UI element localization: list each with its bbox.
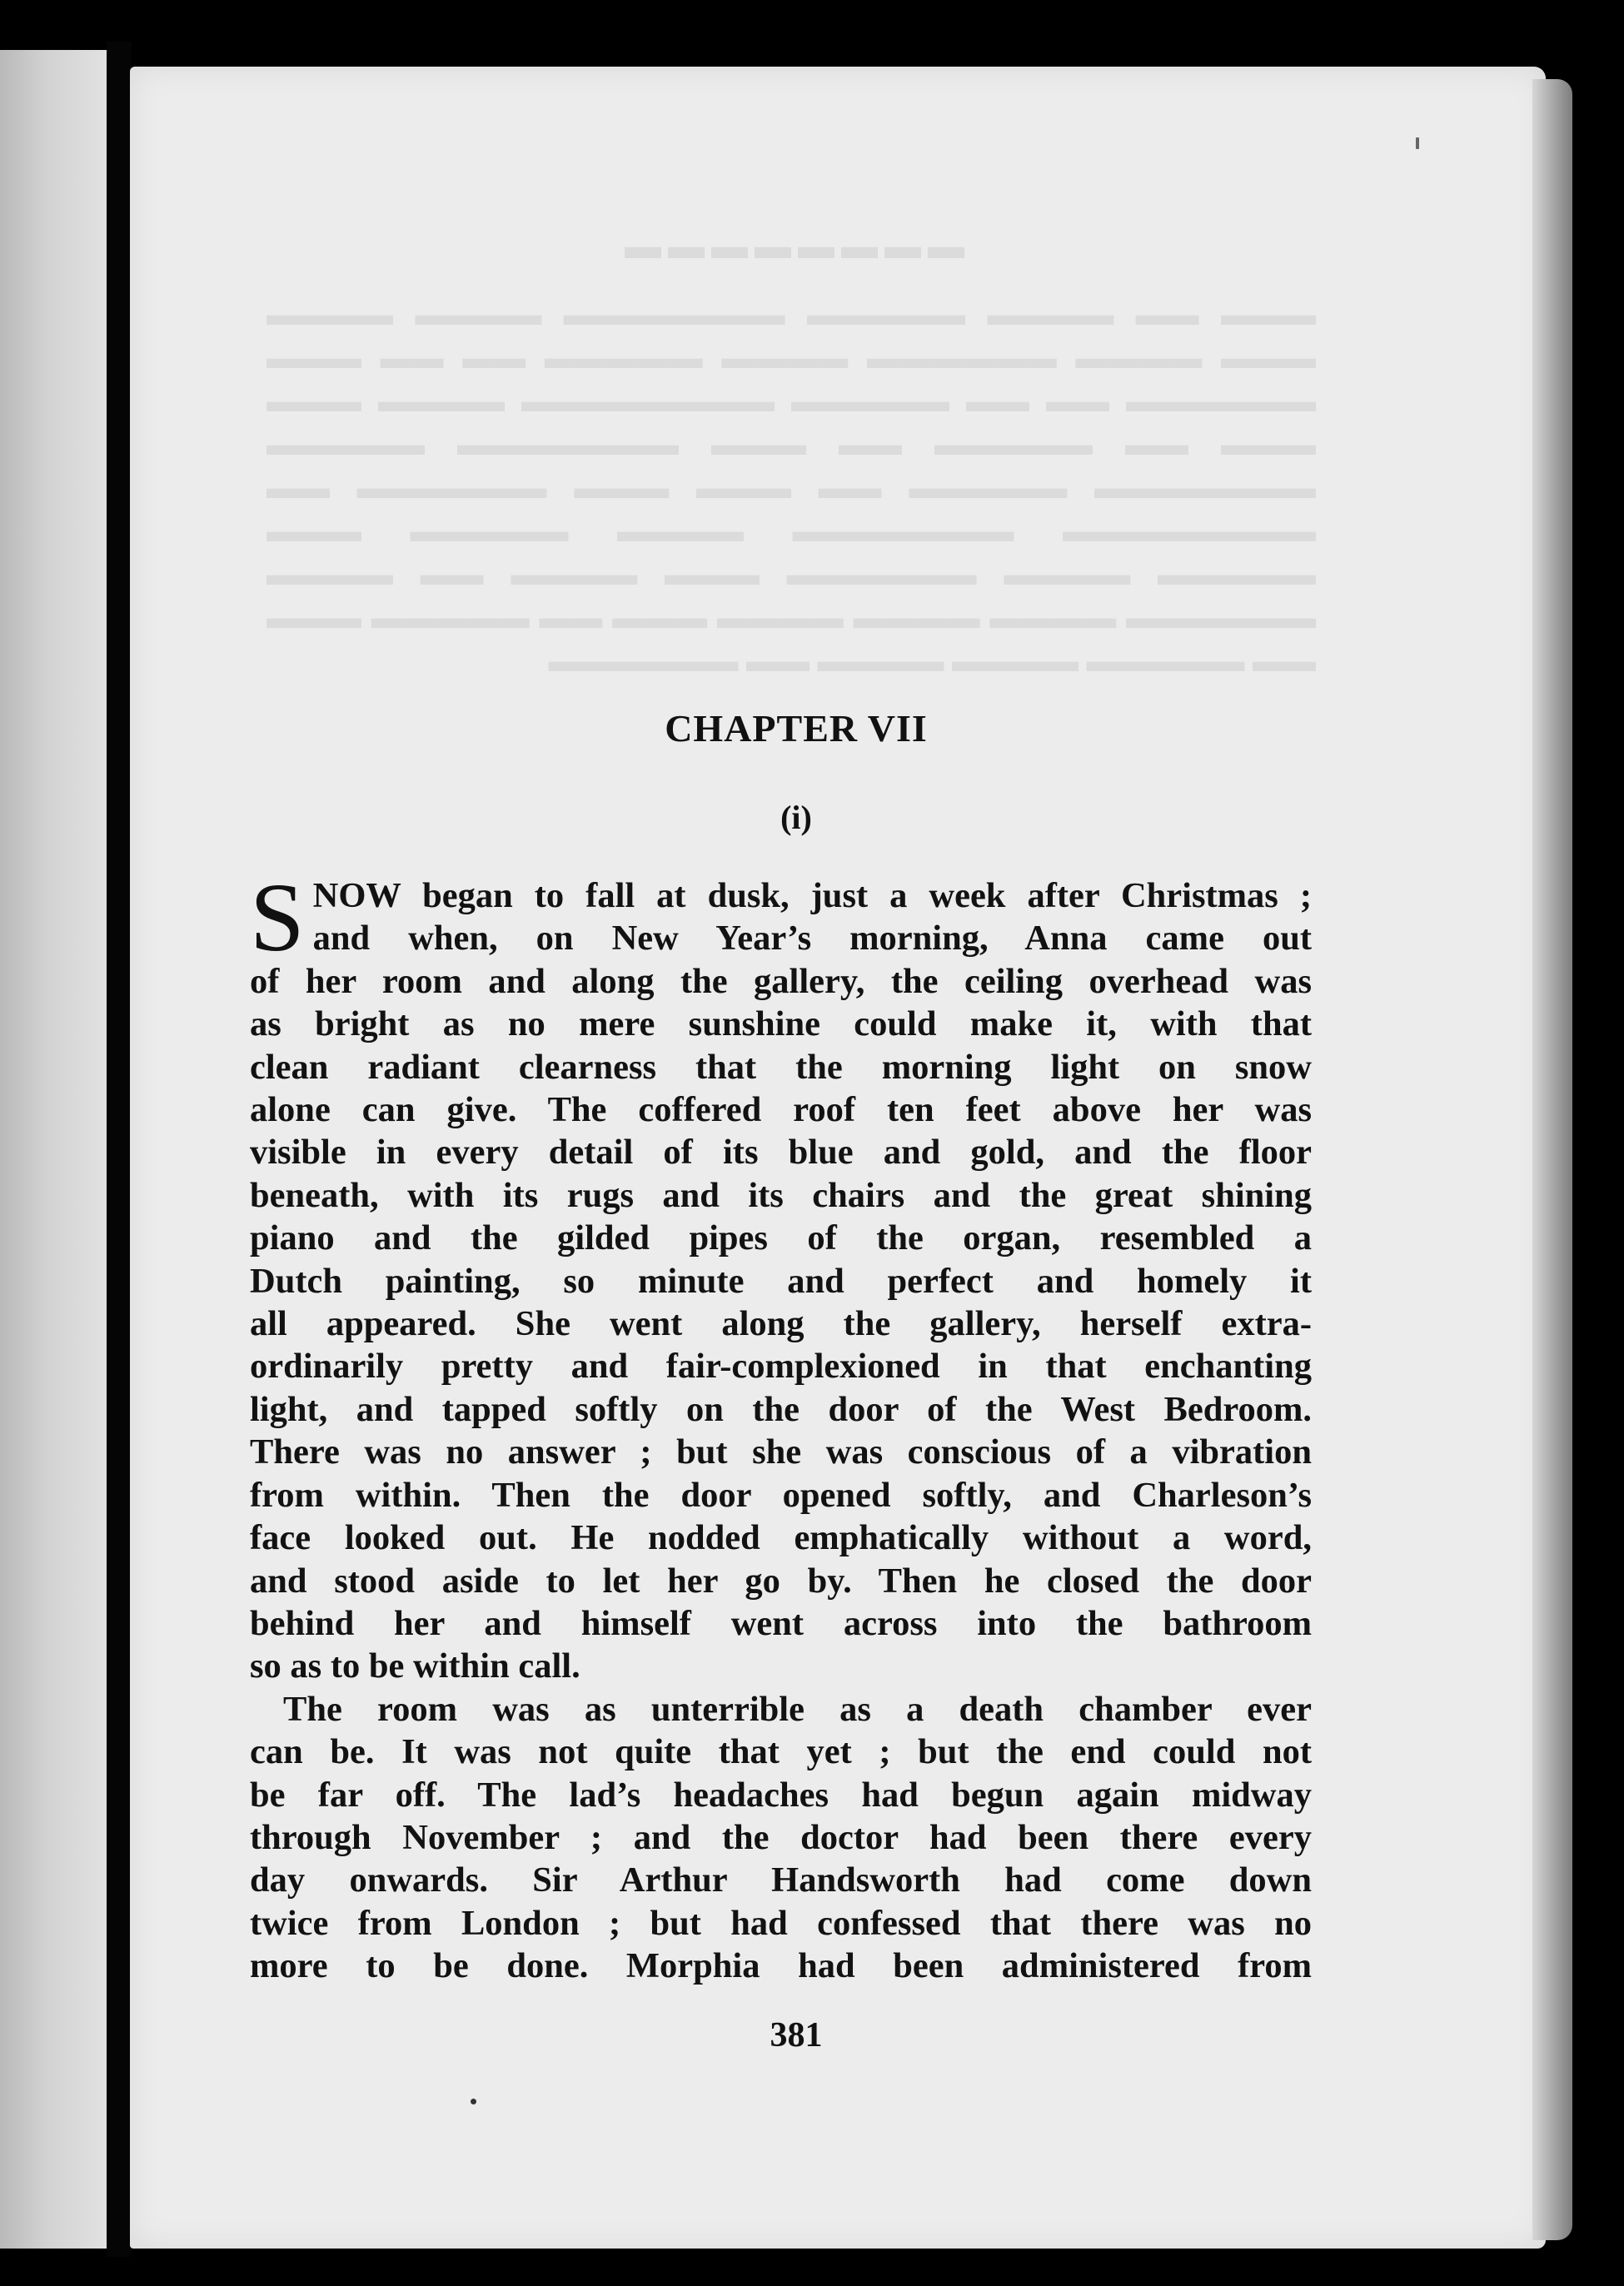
text-line: The room was as unterrible as a death chamber ever [283, 1689, 1312, 1729]
chapter-title: CHAPTER VII [665, 707, 928, 750]
text-line: and when, on New Year’s morning, Anna came out [312, 919, 1312, 959]
text-line: NOW began to fall at dusk, just a week after Christmas ; [312, 876, 1312, 915]
dust-speck [471, 2099, 476, 2104]
body-text [250, 863, 1312, 1988]
text-line: visible in every detail of its blue and gold, and the floor [250, 1133, 1312, 1173]
text-line: day onwards. Sir Arthur Handsworth had come down [250, 1860, 1312, 1900]
text-line: twice from London ; but had confessed that there was no [250, 1903, 1312, 1943]
text-line: ordinarily pretty and fair-complexioned in that enchanting [250, 1347, 1312, 1387]
text-line: alone can give. The coffered roof ten feet above her was [250, 1090, 1312, 1130]
text-line: and stood aside to let her go by. Then he closed the door [250, 1561, 1312, 1601]
paragraph-1 [250, 863, 1312, 1688]
drop-cap: S [250, 863, 305, 972]
page-number: 381 [770, 2016, 823, 2054]
text-line: face looked out. He nodded emphatically without a word, [250, 1518, 1312, 1558]
section-number: (i) [780, 799, 812, 836]
book-gutter [107, 42, 132, 2257]
text-line: all appeared. She went along the gallery, herself extra- [250, 1304, 1312, 1344]
text-line: can be. It was not quite that yet ; but the end could not [250, 1732, 1312, 1772]
text-line: clean radiant clearness that the morning light on snow [250, 1047, 1312, 1087]
text-line: be far off. The lad’s headaches had begun again midway [250, 1775, 1312, 1815]
dust-speck [1416, 137, 1419, 149]
text-line: more to be done. Morphia had been administered from [250, 1946, 1312, 1986]
right-page-edge [1532, 79, 1572, 2240]
text-line: There was no answer ; but she was conscious of a vibration [250, 1432, 1312, 1472]
previous-page-edge [0, 50, 117, 2249]
text-line: of her room and along the gallery, the ceiling overhead was [250, 961, 1312, 1001]
text-line: light, and tapped softly on the door of the West Bedroom. [250, 1389, 1312, 1429]
text-line: beneath, with its rugs and its chairs and the great shining [250, 1175, 1312, 1215]
text-line: as bright as no mere sunshine could make it, with that [250, 1004, 1312, 1044]
text-line: so as to be within call. [250, 1646, 580, 1686]
text-line: through November ; and the doctor had been there every [250, 1817, 1312, 1857]
text-line: behind her and himself went across into the bathroom [250, 1603, 1312, 1643]
paragraph-2 [250, 1688, 1312, 1988]
text-line: Dutch painting, so minute and perfect and homely it [250, 1261, 1312, 1301]
text-line: piano and the gilded pipes of the organ, resembled a [250, 1218, 1312, 1258]
text-line: from within. Then the door opened softly, and Charleson’s [250, 1475, 1312, 1515]
